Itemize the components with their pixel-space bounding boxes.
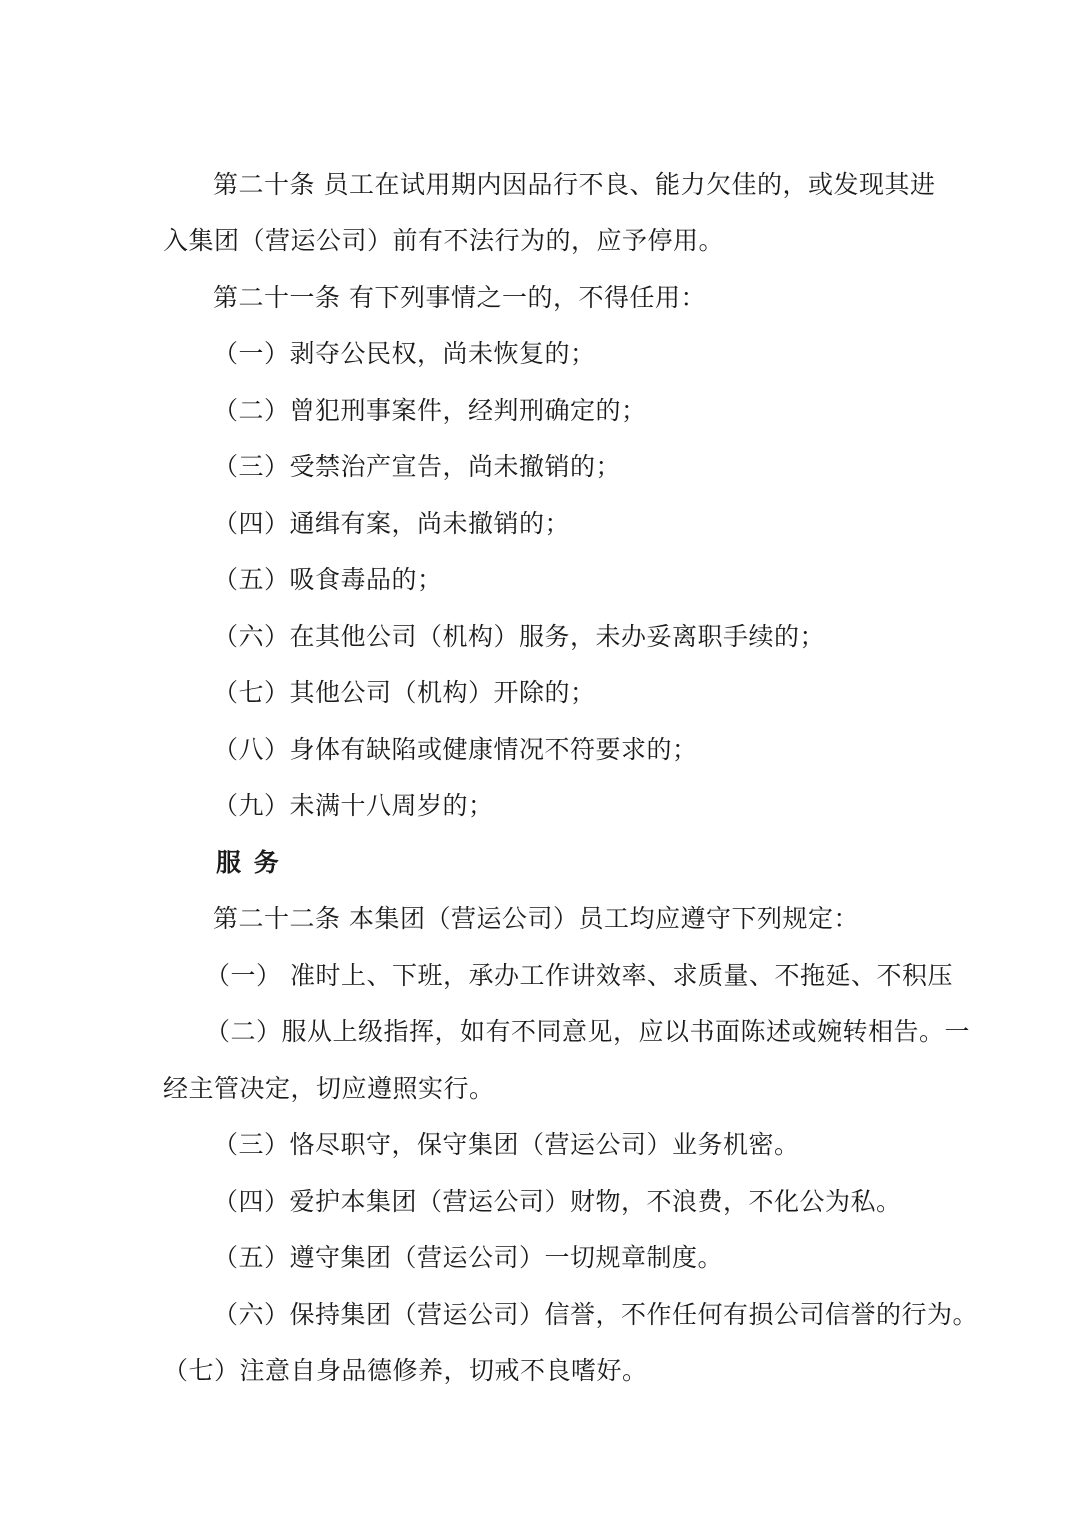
article-22-item-7: （七）注意自身品德修养，切戒不良嗜好。 — [163, 1356, 648, 1385]
article-20-line-1: 第二十条 员工在试用期内因品行不良、能力欠佳的，或发现其进 — [213, 170, 936, 199]
article-22-title: 第二十二条 本集团（营运公司）员工均应遵守下列规定： — [213, 904, 859, 933]
section-heading-service: 服 务 — [216, 848, 281, 877]
article-22-item-2-line-2: 经主管决定，切应遵照实行。 — [163, 1074, 495, 1103]
article-21-item-6: （六）在其他公司（机构）服务，未办妥离职手续的； — [213, 622, 826, 651]
article-21-item-2: （二）曾犯刑事案件，经判刑确定的； — [213, 396, 647, 425]
article-21-item-5: （五）吸食毒品的； — [213, 565, 443, 594]
article-21-item-1: （一）剥夺公民权，尚未恢复的； — [213, 339, 596, 368]
article-20-line-2: 入集团（营运公司）前有不法行为的，应予停用。 — [163, 226, 725, 255]
article-21-item-4: （四）通缉有案，尚未撤销的； — [213, 509, 571, 538]
article-22-item-5: （五）遵守集团（营运公司）一切规章制度。 — [213, 1243, 724, 1272]
article-21-item-8: （八）身体有缺陷或健康情况不符要求的； — [213, 735, 698, 764]
article-22-item-3: （三）恪尽职守，保守集团（营运公司）业务机密。 — [213, 1130, 800, 1159]
article-22-item-4: （四）爱护本集团（营运公司）财物，不浪费，不化公为私。 — [213, 1187, 902, 1216]
article-21-item-7: （七）其他公司（机构）开除的； — [213, 678, 596, 707]
article-22-item-2-line-1: （二）服从上级指挥，如有不同意见，应以书面陈述或婉转相告。一 — [205, 1017, 971, 1046]
article-22-item-1: （一） 准时上、下班，承办工作讲效率、求质量、不拖延、不积压 — [205, 961, 953, 990]
article-21-item-9: （九）未满十八周岁的； — [213, 791, 494, 820]
article-21-title: 第二十一条 有下列事情之一的，不得任用： — [213, 283, 706, 312]
article-21-item-3: （三）受禁治产宣告，尚未撤销的； — [213, 452, 622, 481]
article-22-item-6: （六）保持集团（营运公司）信誉，不作任何有损公司信誉的行为。 — [213, 1300, 979, 1329]
